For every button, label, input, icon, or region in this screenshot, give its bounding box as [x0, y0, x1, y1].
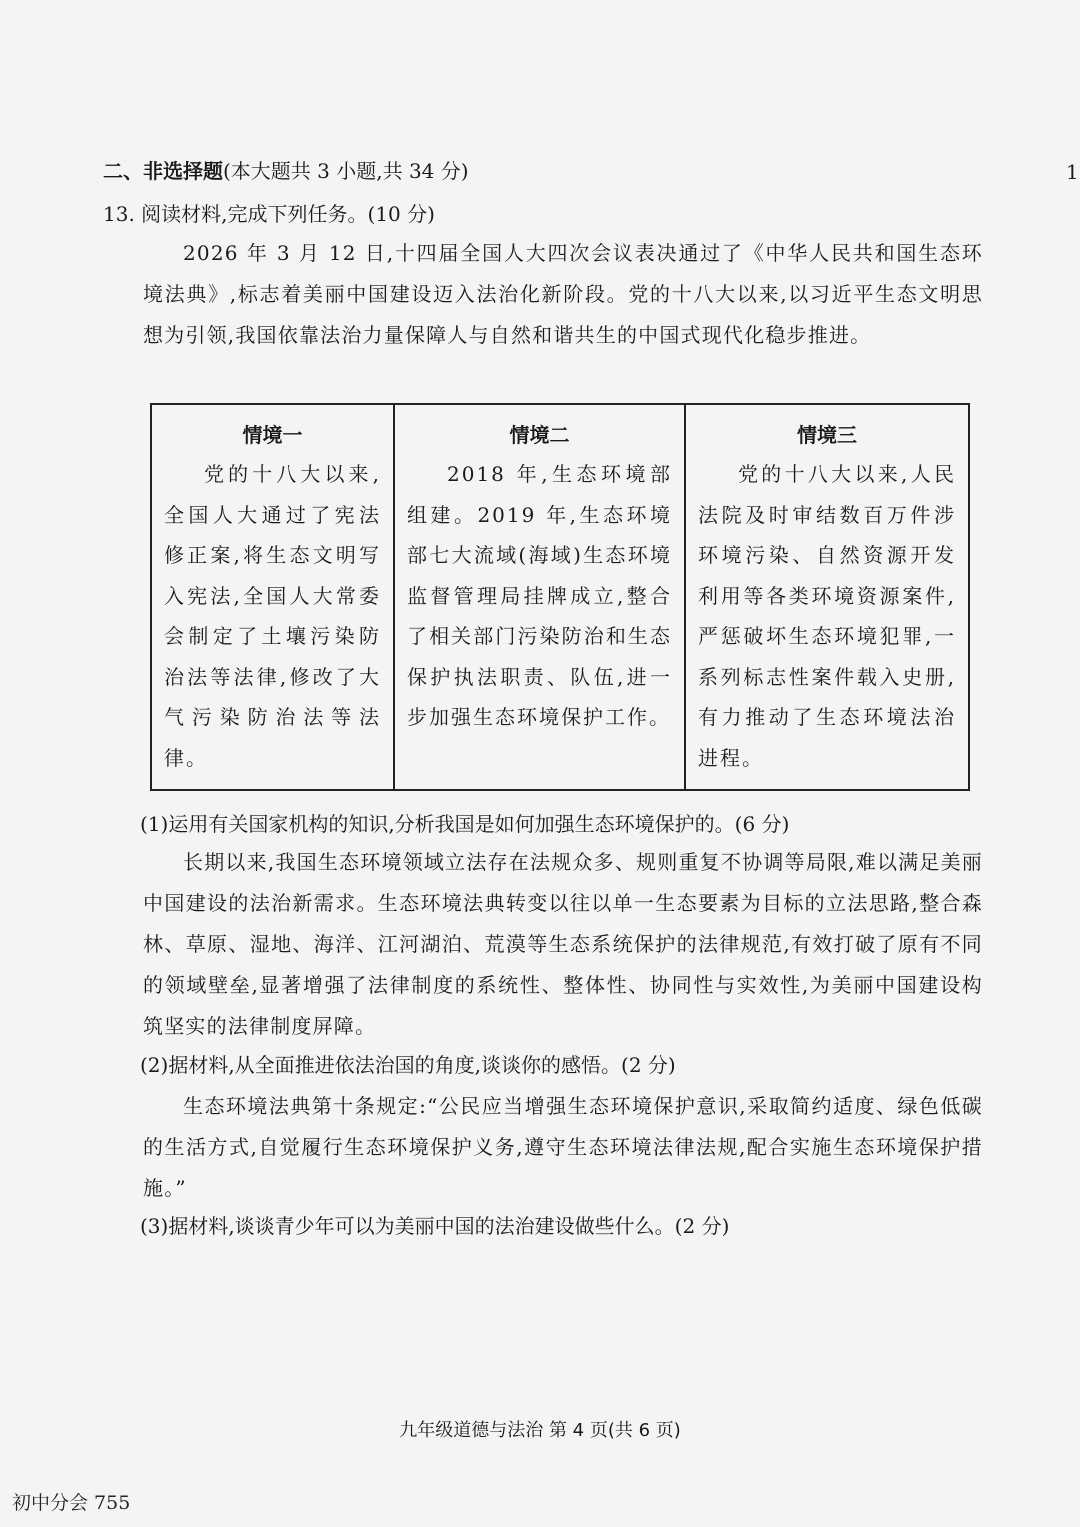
section-title-bold: 二、非选择题: [103, 159, 223, 183]
scenario-3-title: 情境三: [797, 423, 857, 447]
scenario-2-text: 2018 年,生态环境部组建。2019 年,生态环境部七大流域(海域)生态环境监督管理局挂牌成立,整合了相关部门污染防治和生态保护执法职责、队伍,进一步加强生态环境保护工作。: [407, 462, 672, 729]
scenario-cell-3: [684, 405, 968, 789]
sub-question-2: (2)据材料,从全面推进依法治国的角度,谈谈你的感悟。(2 分): [140, 1053, 676, 1077]
scenario-1-text: 党的十八大以来,全国人大通过了宪法修正案,将生态文明写入宪法,全国人大常委会制定了土壤污染防治法等法律,修改了大气污染防治法等法律。: [164, 462, 381, 770]
source-watermark: 初中分会 755: [12, 1492, 131, 1514]
material-1-text: 2026 年 3 月 12 日,十四届全国人大四次会议表决通过了《中华人民共和国生态环境法典》,标志着美丽中国建设迈入法治化新阶段。党的十八大以来,以习近平生态文明思想为引领,我国依靠法治力量保障人与自然和谐共生的中国式现代化稳步推进。: [143, 241, 983, 347]
material-paragraph-3: [143, 1086, 983, 1209]
material-paragraph-1: [143, 233, 983, 356]
scenario-cell-1: [152, 405, 393, 789]
material-2-text: 长期以来,我国生态环境领域立法存在法规众多、规则重复不协调等局限,难以满足美丽中国建设的法治新需求。生态环境法典转变以往以单一生态要素为目标的立法思路,整合森林、草原、湿地、海洋、江河湖泊、荒漠等生态系统保护的法律规范,有效打破了原有不同的领域壁垒,显著增强了法律制度的系统性、整体性、协同性与实效性,为美丽中国建设构筑坚实的法律制度屏障。: [143, 850, 983, 1038]
question-13-heading: 13. 阅读材料,完成下列任务。(10 分): [103, 202, 435, 226]
scenario-1-title: 情境一: [242, 423, 303, 447]
section-title: [103, 155, 469, 184]
scenario-cell-2: [393, 405, 684, 789]
section-title-rest: (本大题共 3 小题,共 34 分): [223, 159, 469, 183]
corner-page-mark: 1: [1066, 160, 1079, 184]
material-paragraph-2: [143, 842, 983, 1047]
sub-question-1: (1)运用有关国家机构的知识,分析我国是如何加强生态环境保护的。(6 分): [140, 812, 790, 836]
scenario-3-text: 党的十八大以来,人民法院及时审结数百万件涉环境污染、自然资源开发利用等各类环境资源案件,严惩破坏生态环境犯罪,一系列标志性案件载入史册,有力推动了生态环境法治进程。: [698, 462, 956, 770]
sub-question-3: (3)据材料,谈谈青少年可以为美丽中国的法治建设做些什么。(2 分): [140, 1214, 730, 1238]
page-footer: 九年级道德与法治 第 4 页(共 6 页): [399, 1420, 681, 1441]
scenario-table: [150, 403, 970, 791]
material-3-text: 生态环境法典第十条规定:“公民应当增强生态环境保护意识,采取简约适度、绿色低碳的生活方式,自觉履行生态环境保护义务,遵守生态环境法律法规,配合实施生态环境保护措施。”: [143, 1094, 983, 1200]
scenario-2-title: 情境二: [509, 423, 570, 447]
